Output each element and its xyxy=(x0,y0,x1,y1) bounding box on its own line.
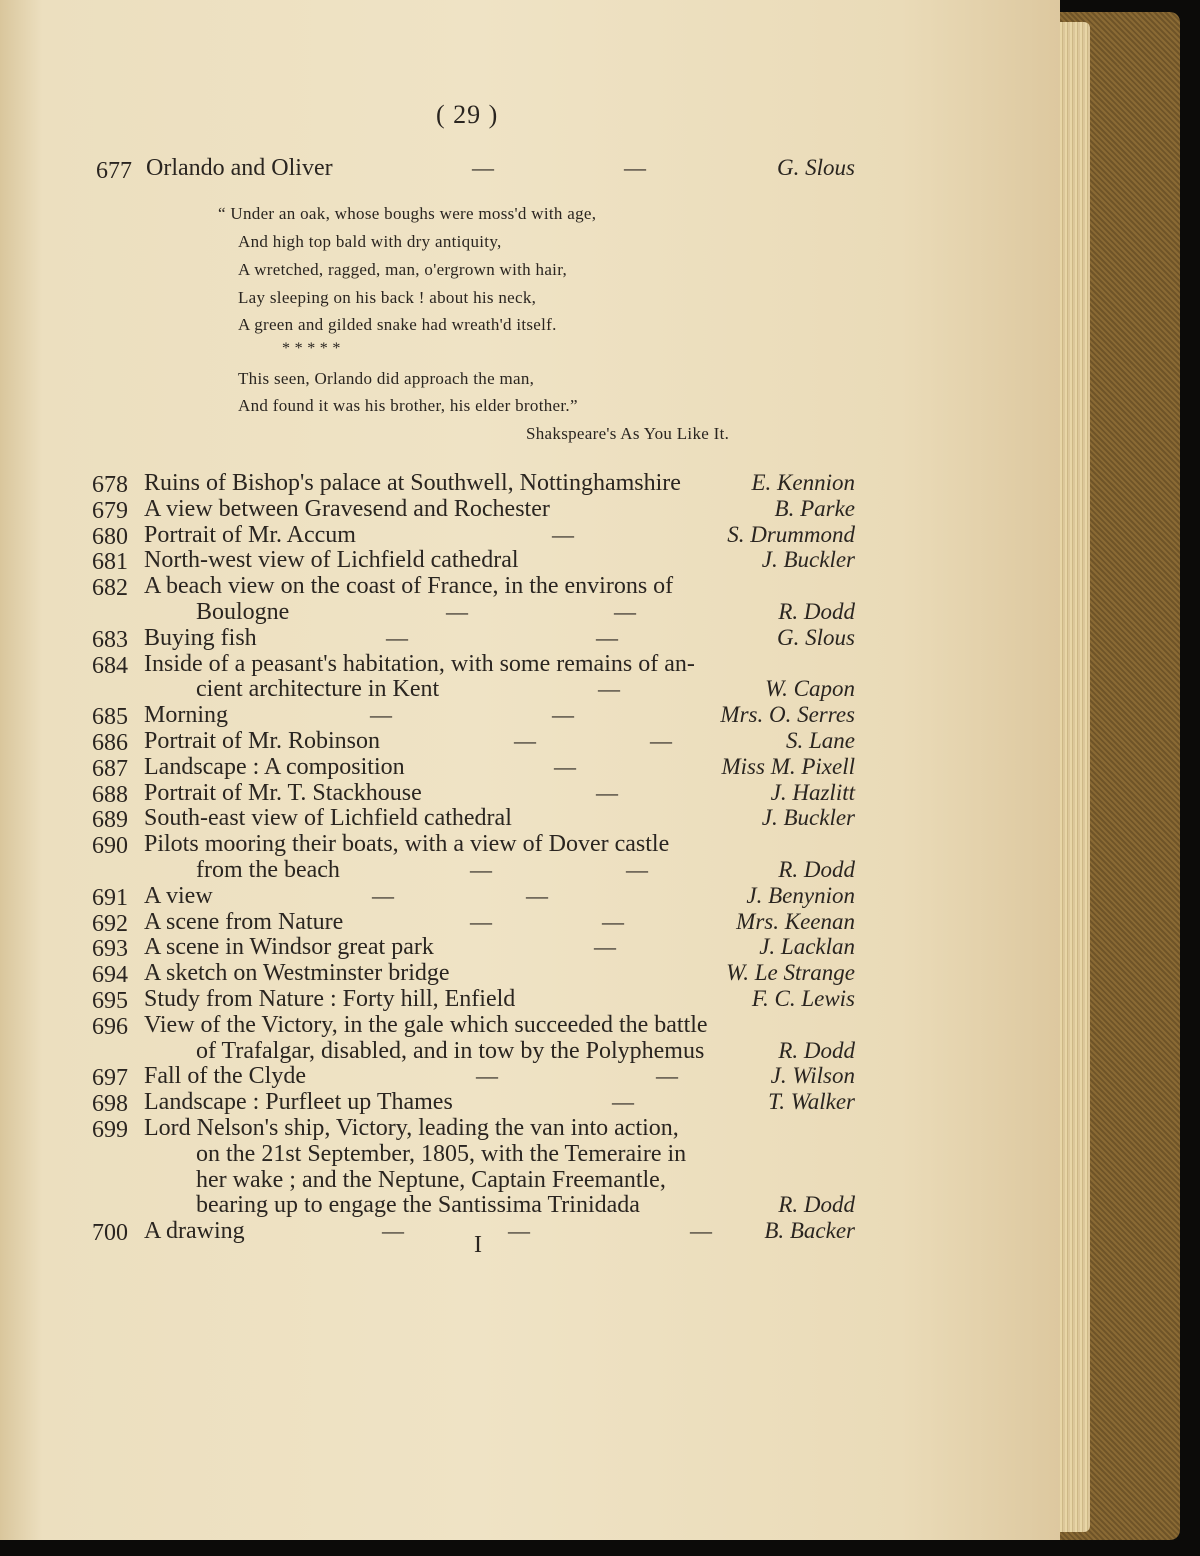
entry-dash: — xyxy=(372,882,394,908)
entry-dash: — xyxy=(552,521,574,547)
entry-number: 695 xyxy=(92,988,128,1014)
entry-number: 700 xyxy=(92,1220,128,1247)
verse-line: Lay sleeping on his back ! about his neck, xyxy=(238,288,537,307)
entry-number: 682 xyxy=(92,575,128,602)
entry-artist: G. Slous xyxy=(777,155,855,180)
entry-title-line: Inside of a peasant's habitation, with some remains of an- xyxy=(144,650,695,677)
entry-dash: — xyxy=(690,1218,712,1244)
entry-dash: — xyxy=(554,753,576,779)
entry-artist: W. Le Strange xyxy=(726,960,855,986)
entry-title-line: A beach view on the coast of France, in the environs of xyxy=(144,573,674,600)
entry-number: 681 xyxy=(92,549,128,576)
entry-artist: E. Kennion xyxy=(751,470,855,495)
entry-number: 684 xyxy=(92,652,128,679)
entry-number: 694 xyxy=(92,962,128,989)
entry-title-line: on the 21st September, 1805, with the Temeraire in xyxy=(196,1140,687,1167)
entry-artist: Mrs. O. Serres xyxy=(720,702,855,728)
entry-dash: — xyxy=(612,1089,634,1115)
entry-dash: — xyxy=(614,599,636,624)
verse-line: A green and gilded snake had wreath'd itself. xyxy=(238,315,557,334)
verse-line: “ Under an oak, whose boughs were moss'd with age, xyxy=(218,204,597,223)
entry-dash: — xyxy=(476,1063,498,1089)
entry-dash: — xyxy=(596,779,618,805)
entry-dash: — xyxy=(382,1218,404,1244)
entry-title-line: her wake ; and the Neptune, Captain Freemantle, xyxy=(196,1166,666,1193)
signature-mark: I xyxy=(474,1232,482,1258)
entry-number: 698 xyxy=(92,1091,128,1118)
entry-number: 677 xyxy=(96,158,132,184)
entry-artist: J. Lacklan xyxy=(759,934,855,960)
entry-title: Orlando and Oliver xyxy=(146,155,333,181)
entry-title-line: View of the Victory, in the gale which succeeded the battle xyxy=(144,1011,708,1038)
entry-dash: — xyxy=(624,155,646,180)
entry-title-line: Fall of the Clyde xyxy=(144,1063,306,1090)
entry-number: 678 xyxy=(92,472,128,498)
entry-artist: J. Wilson xyxy=(770,1063,855,1089)
entry-artist: F. C. Lewis xyxy=(751,986,855,1011)
entry-title-line: Landscape : A composition xyxy=(144,753,405,780)
entry-title-line: South-east view of Lichfield cathedral xyxy=(144,805,512,832)
entry-number: 683 xyxy=(92,626,128,653)
entry-number: 689 xyxy=(92,807,128,834)
verse-attribution: Shakspeare's As You Like It. xyxy=(526,424,730,443)
entry-artist: S. Lane xyxy=(786,728,855,753)
entry-number: 679 xyxy=(92,497,128,524)
entry-title-line: from the beach xyxy=(196,857,340,883)
entry-dash: — xyxy=(552,702,574,728)
entry-title-line: Morning xyxy=(144,702,228,729)
entry-title-line: bearing up to engage the Santissima Trinidada xyxy=(196,1192,640,1219)
entry-dash: — xyxy=(602,908,624,934)
entry-title-line: Pilots mooring their boats, with a view of Dover castle xyxy=(144,831,670,858)
entry-artist: G. Slous xyxy=(777,624,855,650)
entry-dash: — xyxy=(650,728,672,753)
entry-number: 685 xyxy=(92,704,128,731)
entry-artist: R. Dodd xyxy=(778,599,855,624)
entry-artist: B. Backer xyxy=(764,1218,855,1244)
entry-dash: — xyxy=(594,934,616,960)
entry-dash: — xyxy=(386,624,408,650)
entry-title-line: Portrait of Mr. Robinson xyxy=(144,728,381,754)
entry-artist: B. Parke xyxy=(774,495,855,521)
entry-dash: — xyxy=(598,676,620,702)
entry-title-line: North-west view of Lichfield cathedral xyxy=(144,547,519,574)
entry-number: 696 xyxy=(92,1013,128,1040)
verse-line: This seen, Orlando did approach the man, xyxy=(238,369,535,388)
entry-dash: — xyxy=(526,882,548,908)
entry-dash: — xyxy=(596,624,618,650)
entry-number: 699 xyxy=(92,1117,128,1143)
verse-stars: * * * * * xyxy=(282,340,341,357)
entry-title-line: A scene from Nature xyxy=(144,908,344,935)
page-number: ( 29 ) xyxy=(436,100,499,129)
entry-title-line: A drawing xyxy=(144,1218,245,1245)
entry-title-line: A view between Gravesend and Rochester xyxy=(144,495,550,522)
verse-line: And high top bald with dry antiquity, xyxy=(238,232,502,251)
entry-title-line: Landscape : Purfleet up Thames xyxy=(144,1089,453,1116)
entry-number: 697 xyxy=(92,1065,128,1092)
entry-number: 690 xyxy=(92,833,128,860)
entry-title-line: A sketch on Westminster bridge xyxy=(144,960,450,987)
entry-dash: — xyxy=(370,702,392,728)
entry-artist: R. Dodd xyxy=(778,1192,855,1218)
entry-number: 680 xyxy=(92,523,128,550)
entry-dash: — xyxy=(470,908,492,934)
entry-title-line: Portrait of Mr. Accum xyxy=(144,521,356,548)
entry-title-line: Buying fish xyxy=(144,624,257,651)
entry-number: 693 xyxy=(92,936,128,963)
entry-title-line: cient architecture in Kent xyxy=(196,676,440,703)
entry-artist: R. Dodd xyxy=(778,857,855,882)
entry-artist: Mrs. Keenan xyxy=(736,908,855,934)
entry-number: 692 xyxy=(92,910,128,937)
entry-dash: — xyxy=(446,599,468,624)
entry-title-line: Portrait of Mr. T. Stackhouse xyxy=(144,779,422,806)
verse-line: And found it was his brother, his elder brother.” xyxy=(238,396,578,415)
entry-artist: J. Buckler xyxy=(761,547,855,573)
entry-dash: — xyxy=(656,1063,678,1089)
entry-title-line: Lord Nelson's ship, Victory, leading the van into action, xyxy=(144,1115,679,1141)
entry-artist: Miss M. Pixell xyxy=(721,753,855,779)
entry-title-line: A scene in Windsor great park xyxy=(144,934,434,961)
entry-number: 691 xyxy=(92,884,128,911)
entry-artist: J. Buckler xyxy=(761,805,855,831)
entry-title-line: Ruins of Bishop's palace at Southwell, Nottinghamshire xyxy=(144,470,681,496)
entry-artist: T. Walker xyxy=(768,1089,855,1115)
entry-artist: S. Drummond xyxy=(727,521,855,547)
entry-number: 687 xyxy=(92,755,128,782)
entry-title-line: Study from Nature : Forty hill, Enfield xyxy=(144,986,516,1012)
entry-dash: — xyxy=(514,728,536,753)
entry-dash: — xyxy=(472,155,494,180)
entry-dash: — xyxy=(470,857,492,882)
entry-title-line: of Trafalgar, disabled, and in tow by the Polyphemus xyxy=(196,1037,705,1064)
entry-dash: — xyxy=(626,857,648,882)
entry-dash: — xyxy=(508,1218,530,1244)
entry-number: 688 xyxy=(92,781,128,808)
entry-artist: J. Hazlitt xyxy=(770,779,855,805)
entry-artist: W. Capon xyxy=(765,676,855,702)
entry-number: 686 xyxy=(92,730,128,756)
entry-artist: J. Benynion xyxy=(746,882,855,908)
entry-artist: R. Dodd xyxy=(778,1037,855,1063)
entry-title-line: A view xyxy=(144,882,213,909)
entry-title-line: Boulogne xyxy=(196,599,290,625)
verse-line: A wretched, ragged, man, o'ergrown with hair, xyxy=(238,260,568,279)
